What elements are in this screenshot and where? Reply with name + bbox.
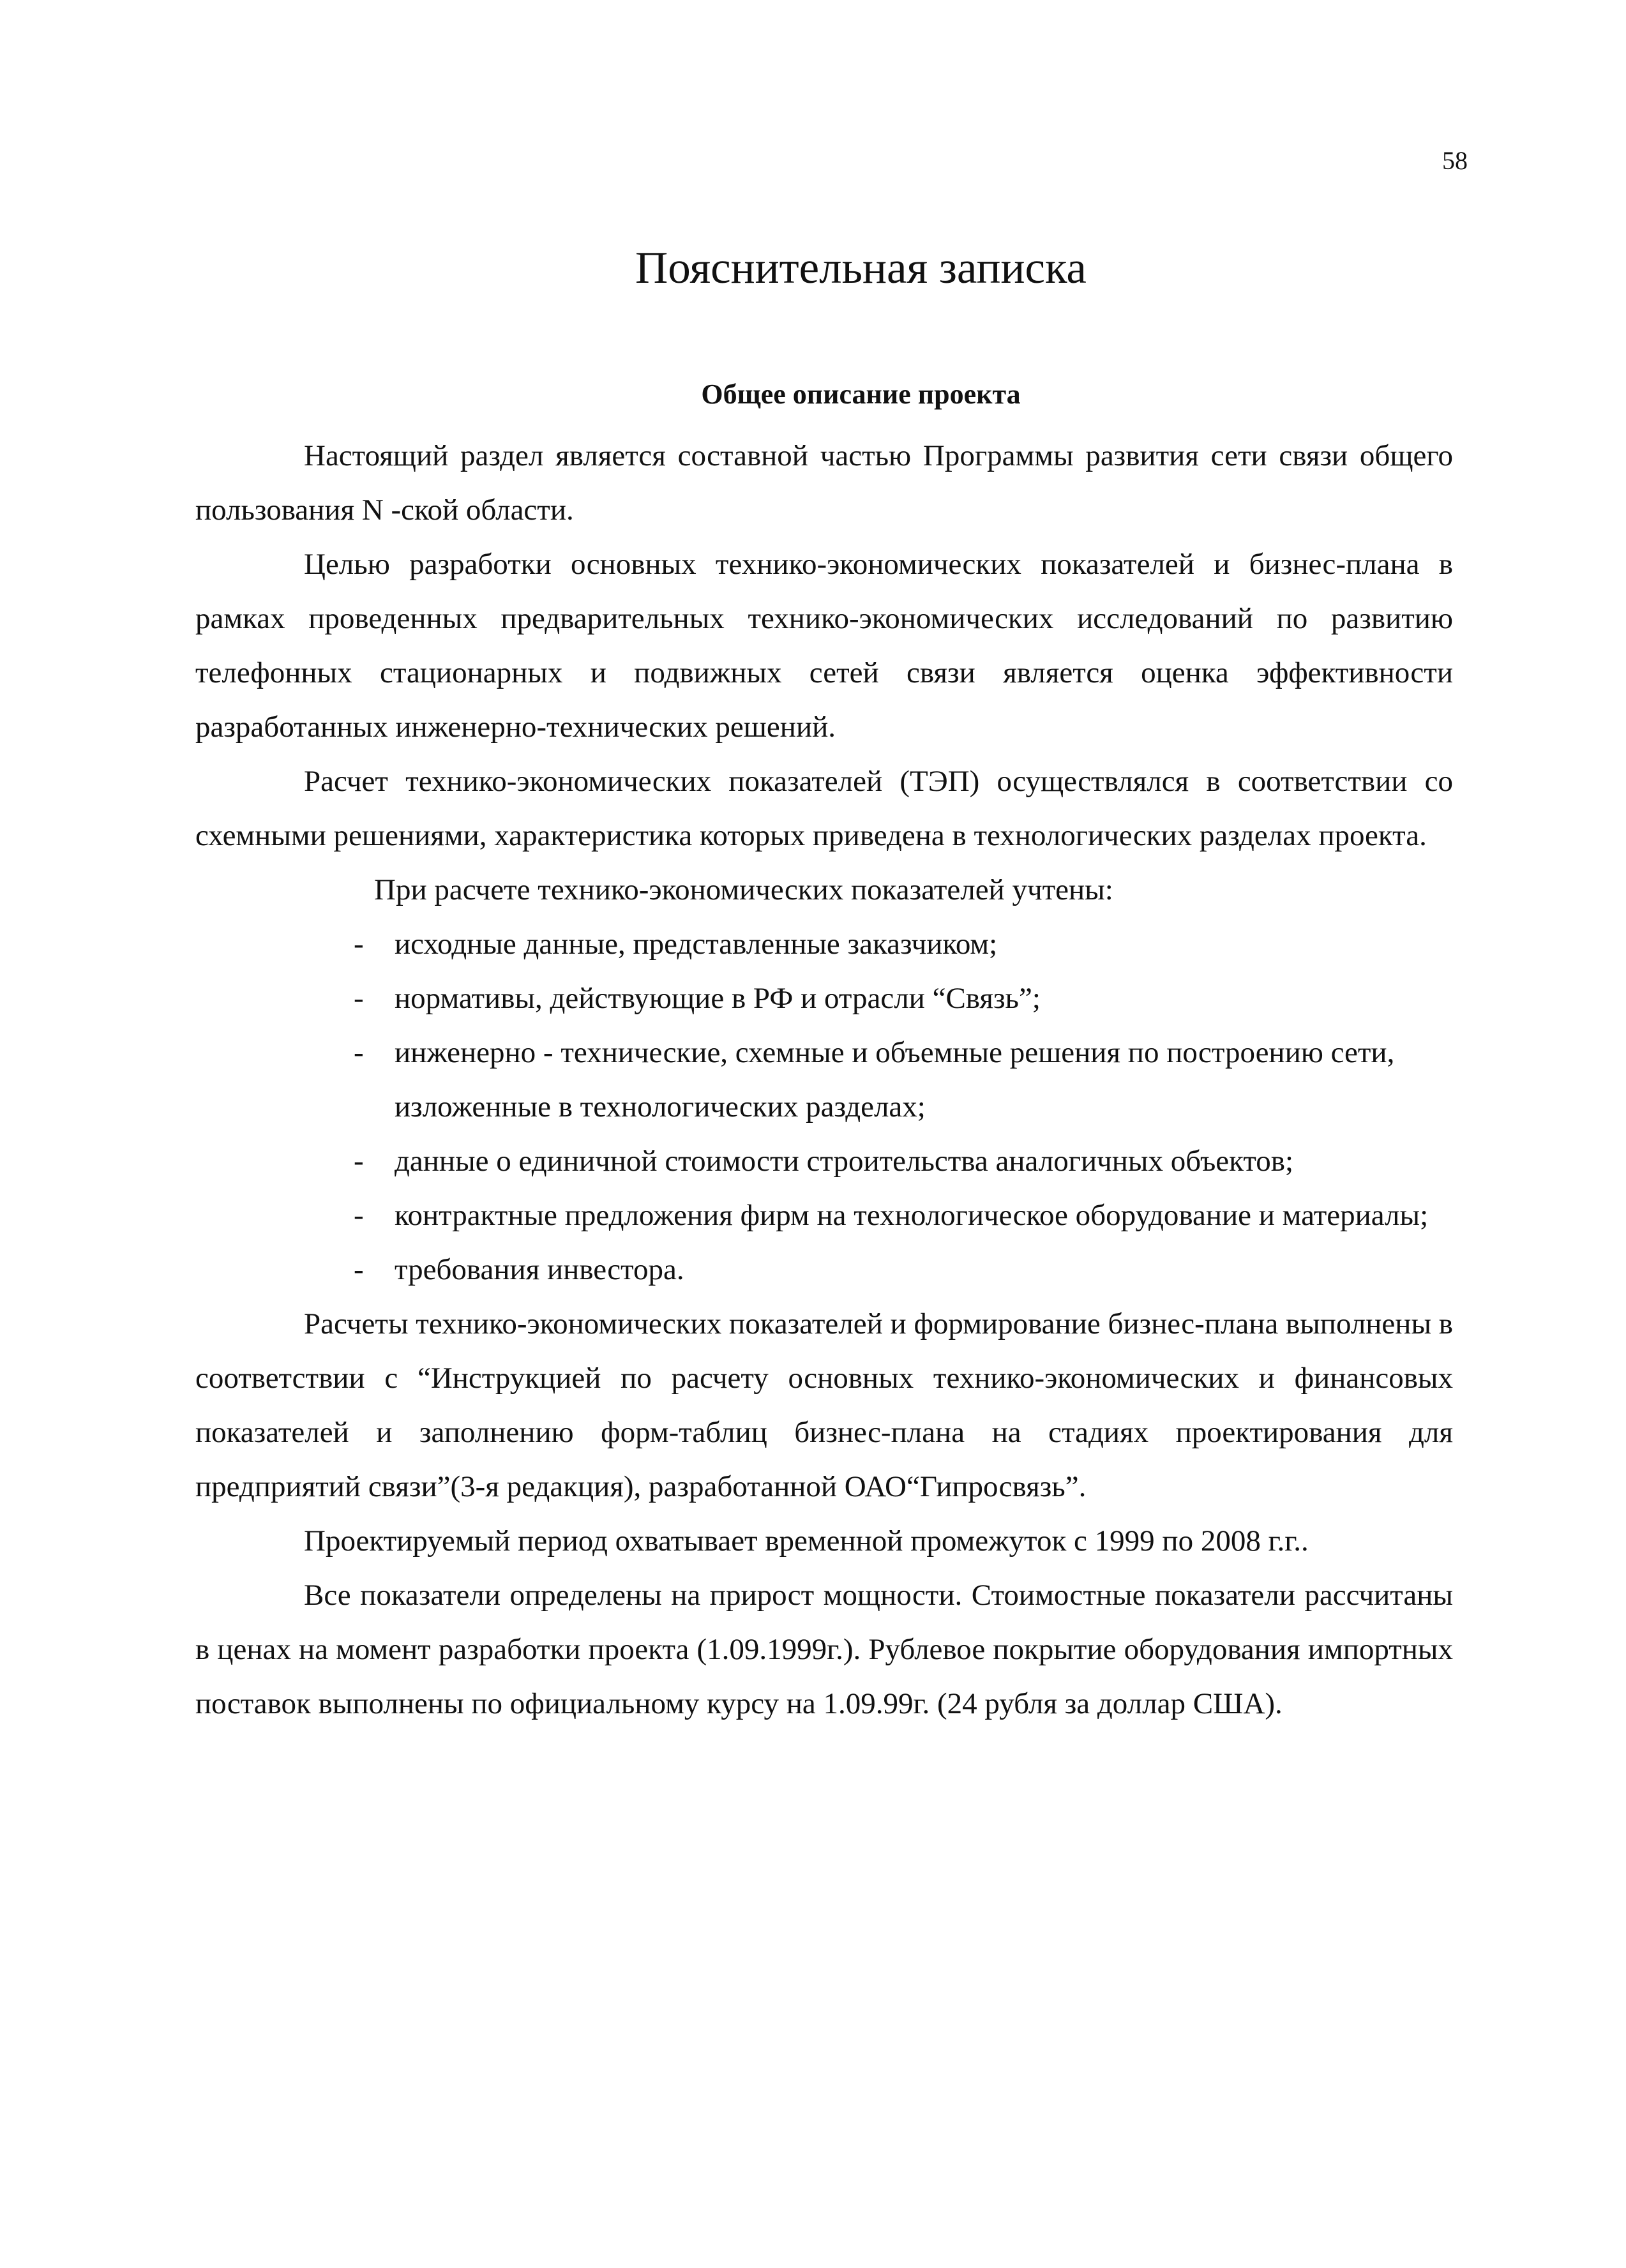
list-item (195, 1189, 1453, 1243)
paragraph: Настоящий раздел является составной частью Программы развития сети связи общего пользования N -ской области. (195, 439, 1453, 527)
section-heading: Общее описание проекта (701, 379, 1021, 410)
paragraph: Все показатели определены на прирост мощности. Стоимостные показатели рассчитаны в ценах на момент разработки проекта (1.09.1999г.). Рублевое покрытие оборудования импортных поставок выполнены по официальному курсу на 1.09.99г. (24 рубля за доллар США). (195, 1579, 1453, 1720)
list-item-text: контрактные предложения фирм на технологическое оборудование и материалы; (395, 1199, 1429, 1232)
list-marker: - (354, 1036, 364, 1069)
document-body (195, 429, 1453, 1731)
list-item (195, 1243, 1453, 1297)
list-marker: - (354, 1199, 364, 1232)
page-title: Пояснительная записка (635, 243, 1087, 293)
list-marker: - (354, 927, 364, 961)
paragraph: Расчеты технико-экономических показателей и формирование бизнес-плана выполнены в соответствии с “Инструкцией по расчету основных технико-экономических и финансовых показателей и заполнению форм-таблиц бизнес-плана на стадиях проектирования для предприятий связи”(3-я редакция), разработанной ОАО“Гипросвязь”. (195, 1307, 1453, 1503)
list-item-text: инженерно - технические, схемные и объемные решения по построению сети, изложенные в технологических разделах; (395, 1036, 1395, 1123)
requirements-list (195, 917, 1453, 1297)
list-item (195, 972, 1453, 1026)
paragraph: Расчет технико-экономических показателей (ТЭП) осуществлялся в соответствии со схемными решениями, характеристика которых приведена в технологических разделах проекта. (195, 765, 1453, 852)
list-item (195, 1134, 1453, 1189)
list-item (195, 917, 1453, 972)
list-marker: - (354, 982, 364, 1015)
list-item (195, 1026, 1453, 1134)
list-marker: - (354, 1253, 364, 1286)
list-item-text: нормативы, действующие в РФ и отрасли “Связь”; (395, 982, 1041, 1015)
list-intro: При расчете технико-экономических показателей учтены: (374, 873, 1113, 906)
list-item-text: исходные данные, представленные заказчиком; (395, 927, 998, 961)
paragraph: Целью разработки основных технико-экономических показателей и бизнес-плана в рамках проведенных предварительных технико-экономических исследований по развитию телефонных стационарных и подвижных сетей связи является оценка эффективности разработанных инженерно-технических решений. (195, 548, 1453, 744)
paragraph: Проектируемый период охватывает временной промежуток с 1999 по 2008 г.г.. (304, 1524, 1309, 1558)
list-item-text: требования инвестора. (395, 1253, 684, 1286)
list-marker: - (354, 1145, 364, 1178)
list-item-text: данные о единичной стоимости строительства аналогичных объектов; (395, 1145, 1294, 1178)
page-number: 58 (1442, 146, 1468, 175)
